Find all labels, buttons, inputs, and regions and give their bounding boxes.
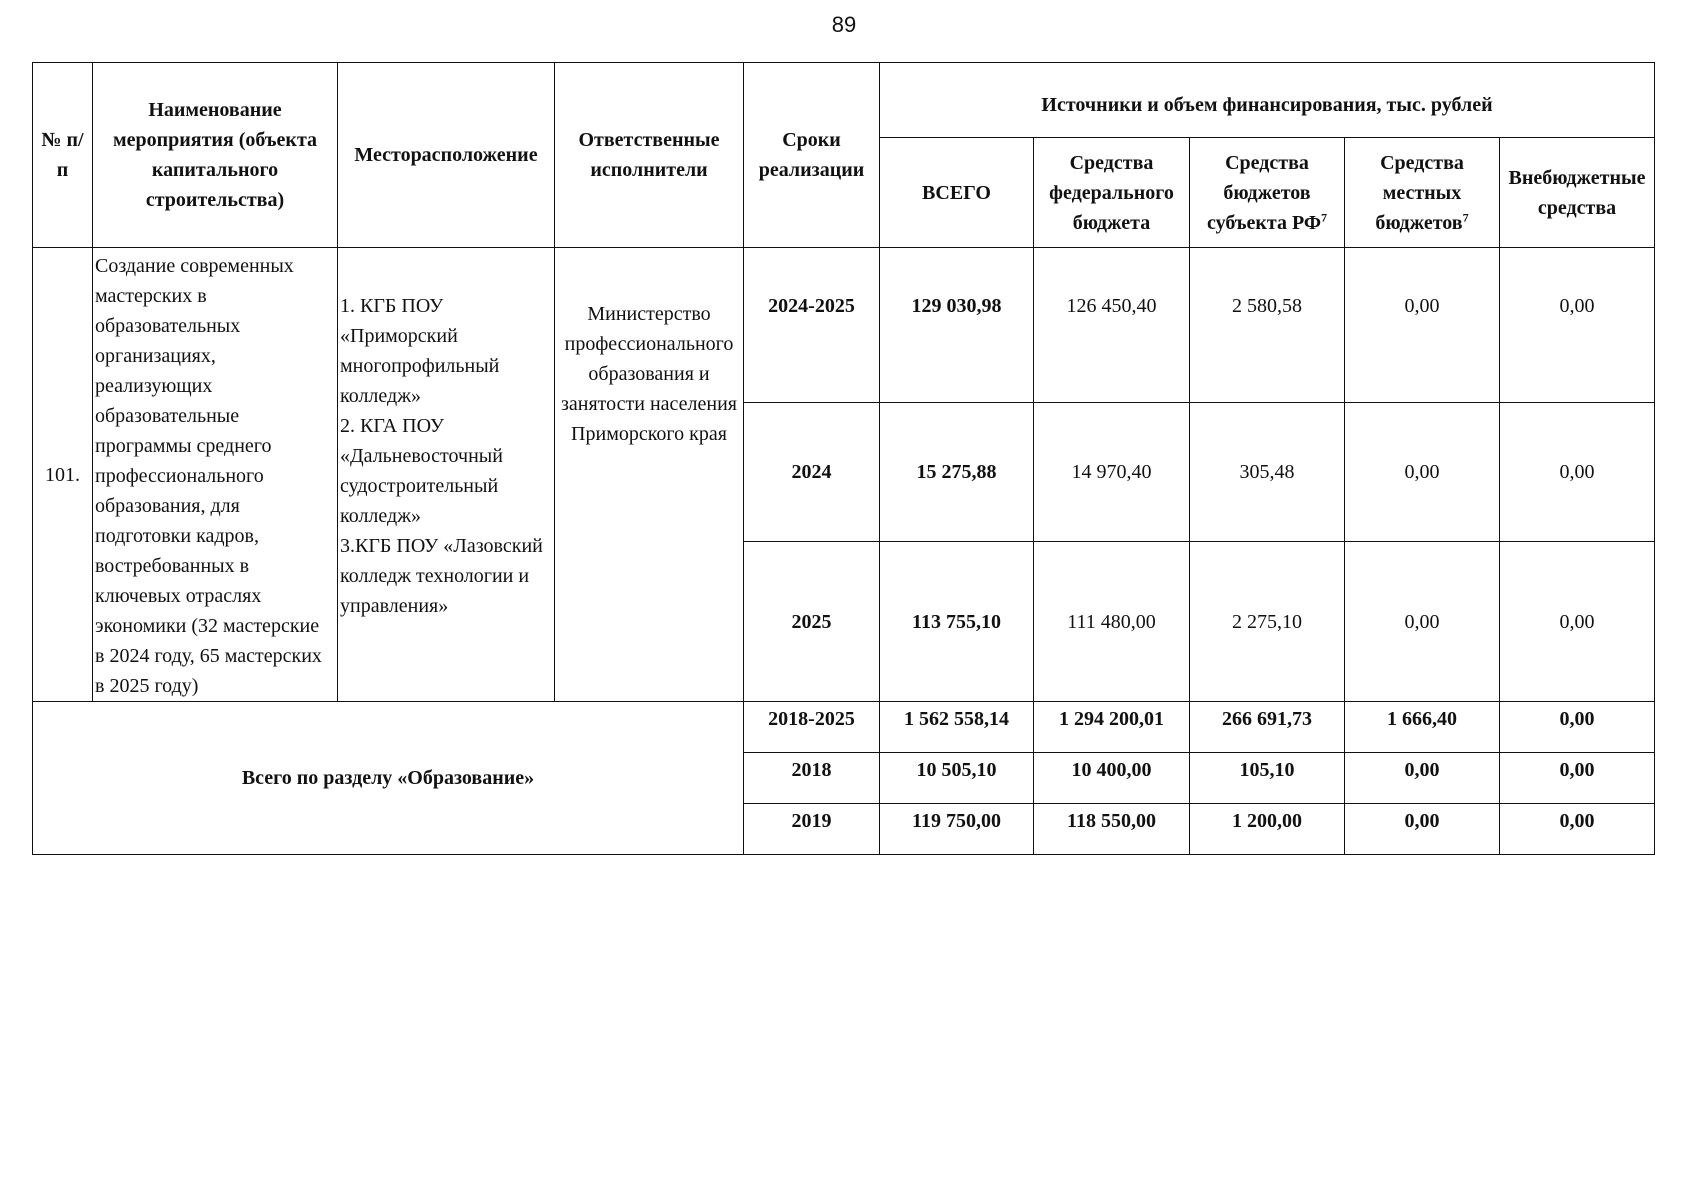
location-item: 3.КГБ ПОУ «Лазовский колледж технологии и управления» [340, 535, 543, 617]
table-row [33, 248, 1655, 403]
header-offbudget: Внебюджетные средства [1500, 138, 1655, 248]
subject-cell: 2 580,58 [1190, 248, 1345, 403]
period-cell: 2018-2025 [744, 702, 880, 753]
header-subject [1190, 138, 1345, 248]
offbudget-cell: 0,00 [1500, 753, 1655, 804]
period-cell: 2019 [744, 804, 880, 855]
item-num: 101. [33, 248, 93, 702]
total-cell: 119 750,00 [880, 804, 1034, 855]
period-cell: 2024-2025 [744, 248, 880, 403]
subject-cell: 305,48 [1190, 403, 1345, 542]
total-cell: 1 562 558,14 [880, 702, 1034, 753]
local-cell: 0,00 [1345, 542, 1500, 702]
total-cell: 113 755,10 [880, 542, 1034, 702]
total-cell: 15 275,88 [880, 403, 1034, 542]
federal-cell: 118 550,00 [1034, 804, 1190, 855]
subject-cell: 105,10 [1190, 753, 1345, 804]
federal-cell: 111 480,00 [1034, 542, 1190, 702]
header-terms: Сроки реализации [744, 63, 880, 248]
offbudget-cell: 0,00 [1500, 248, 1655, 403]
federal-cell: 1 294 200,01 [1034, 702, 1190, 753]
item-name: Создание современных мастерских в образовательных организациях, реализующих образовательные программы среднего профессионального образования, для подготовки кадров, востребованных в ключевых отраслях экономики (32 мастерские в 2024 году, 65 мастерских в 2025 году) [93, 248, 338, 702]
financing-table [32, 62, 1655, 855]
period-cell: 2025 [744, 542, 880, 702]
subject-cell: 2 275,10 [1190, 542, 1345, 702]
federal-cell: 126 450,40 [1034, 248, 1190, 403]
local-cell: 0,00 [1345, 753, 1500, 804]
offbudget-cell: 0,00 [1500, 804, 1655, 855]
item-responsible: Министерство профессионального образования и занятости населения Приморского края [555, 248, 744, 702]
local-cell: 1 666,40 [1345, 702, 1500, 753]
header-sources-title: Источники и объем финансирования, тыс. рублей [880, 63, 1655, 138]
location-item: 1. КГБ ПОУ «Приморский многопрофильный колледж» [340, 295, 500, 407]
period-cell: 2024 [744, 403, 880, 542]
footnote-mark: 7 [1462, 209, 1469, 224]
header-total: ВСЕГО [880, 138, 1034, 248]
location-item: 2. КГА ПОУ «Дальневосточный судостроительный колледж» [340, 415, 503, 527]
total-cell: 10 505,10 [880, 753, 1034, 804]
section-total-label: Всего по разделу «Образование» [33, 702, 744, 855]
header-responsible: Ответственные исполнители [555, 63, 744, 248]
header-num: № п/п [33, 63, 93, 248]
period-cell: 2018 [744, 753, 880, 804]
offbudget-cell: 0,00 [1500, 403, 1655, 542]
federal-cell: 14 970,40 [1034, 403, 1190, 542]
subject-cell: 1 200,00 [1190, 804, 1345, 855]
total-cell: 129 030,98 [880, 248, 1034, 403]
footnote-mark: 7 [1321, 209, 1328, 224]
item-locations [338, 248, 555, 702]
local-cell: 0,00 [1345, 248, 1500, 403]
header-name: Наименование мероприятия (объекта капитального строительства) [93, 63, 338, 248]
header-subject-text: Средства бюджетов субъекта РФ [1206, 151, 1322, 234]
header-federal: Средства федерального бюджета [1034, 138, 1190, 248]
offbudget-cell: 0,00 [1500, 702, 1655, 753]
header-local [1345, 138, 1500, 248]
page-number: 89 [831, 12, 857, 37]
local-cell: 0,00 [1345, 804, 1500, 855]
header-location: Месторасположение [338, 63, 555, 248]
local-cell: 0,00 [1345, 403, 1500, 542]
offbudget-cell: 0,00 [1500, 542, 1655, 702]
subject-cell: 266 691,73 [1190, 702, 1345, 753]
federal-cell: 10 400,00 [1034, 753, 1190, 804]
header-local-text: Средства местных бюджетов [1375, 151, 1464, 234]
table-row [33, 702, 1655, 753]
